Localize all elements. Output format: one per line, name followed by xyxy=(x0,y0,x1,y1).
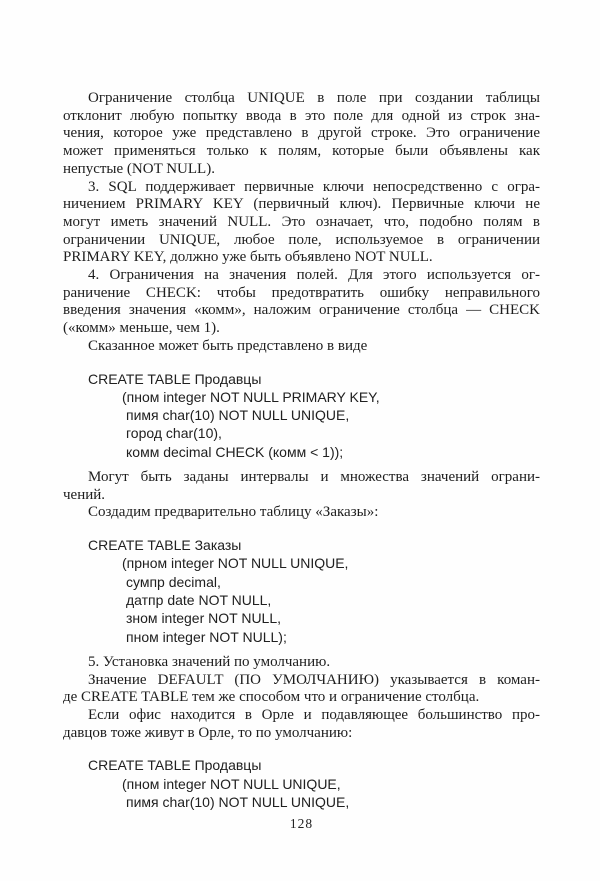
text-line: введения значения «комм», наложим ограничение столбца — CHECK xyxy=(63,302,540,319)
code-line: пимя char(10) NOT NULL UNIQUE, xyxy=(126,794,350,811)
paragraph xyxy=(63,654,540,672)
page-number: 128 xyxy=(289,816,314,831)
text-line: может применяться только к полям, которые были объявлены как xyxy=(63,143,540,160)
code-line: CREATE TABLE Продавцы xyxy=(88,370,262,387)
text-line: раничение CHECK: чтобы предотвратить ошибку неправильного xyxy=(63,284,540,301)
page-text xyxy=(63,90,540,819)
paragraph xyxy=(63,267,540,338)
code-line: (пном integer NOT NULL PRIMARY KEY, xyxy=(122,388,380,405)
code-line: (прном integer NOT NULL UNIQUE, xyxy=(122,555,349,572)
text-line: 4. Ограничения на значения полей. Для этого используется ог- xyxy=(88,267,540,284)
text-line: могут иметь значений NULL. Это означает, что, подобно полям в xyxy=(63,213,540,230)
text-line: Если офис находится в Орле и подавляющее большинство про- xyxy=(88,707,540,724)
code-line: датпр date NOT NULL, xyxy=(126,592,272,609)
text-line: 3. SQL поддерживает первичные ключи непосредственно с огра- xyxy=(88,178,540,195)
text-line: непустые (NOT NULL). xyxy=(63,160,215,177)
text-line: ограничении UNIQUE, любое поле, используемое в ограничении xyxy=(63,231,540,248)
code-line: пимя char(10) NOT NULL UNIQUE, xyxy=(126,407,350,424)
text-line: Значение DEFAULT (ПО УМОЛЧАНИЮ) указывается в коман- xyxy=(88,671,540,688)
text-line: давцов тоже живут в Орле, то по умолчанию: xyxy=(63,724,353,741)
code-line: сумпр decimal, xyxy=(126,573,221,590)
text-line: Сказанное может быть представлено в виде xyxy=(88,337,368,354)
text-line: де CREATE TABLE тем же способом что и ограничение столбца. xyxy=(63,689,480,706)
text-line: Могут быть заданы интервалы и множества значений ограни- xyxy=(88,469,540,486)
text-line: Создадим предварительно таблицу «Заказы»: xyxy=(88,504,379,521)
code-line: CREATE TABLE Продавцы xyxy=(88,757,262,774)
code-line: город char(10), xyxy=(126,425,222,442)
code-line: CREATE TABLE Заказы xyxy=(88,537,242,554)
paragraph xyxy=(63,90,540,179)
text-line: 5. Установка значений по умолчанию. xyxy=(88,653,331,670)
paragraph xyxy=(63,179,540,268)
code-line: пном integer NOT NULL); xyxy=(126,628,287,645)
sql-code-block xyxy=(88,756,540,811)
text-line: («комм» меньше, чем 1). xyxy=(63,320,220,337)
code-line: (пном integer NOT NULL UNIQUE, xyxy=(122,775,341,792)
paragraph xyxy=(63,504,540,522)
sql-code-block xyxy=(88,370,540,461)
paragraph xyxy=(63,707,540,742)
code-line: комм decimal CHECK (комм < 1)); xyxy=(126,443,344,460)
code-line: зном integer NOT NULL, xyxy=(126,610,282,627)
text-line: отклонит любую попытку ввода в это поле для одной из строк зна- xyxy=(63,107,540,124)
text-line: чения, которое уже представлено в другой строке. Это ограничение xyxy=(63,125,540,142)
sql-code-block xyxy=(88,536,540,646)
text-line: Ограничение столбца UNIQUE в поле при создании таблицы xyxy=(88,90,540,106)
paragraph xyxy=(63,672,540,707)
paragraph xyxy=(63,469,540,504)
text-line: PRIMARY KEY, должно уже быть объявлено NOT NULL. xyxy=(63,249,433,266)
paragraph xyxy=(63,338,540,356)
text-line: ничением PRIMARY KEY (первичный ключ). Первичные ключи не xyxy=(63,196,540,213)
text-line: чений. xyxy=(63,486,106,503)
